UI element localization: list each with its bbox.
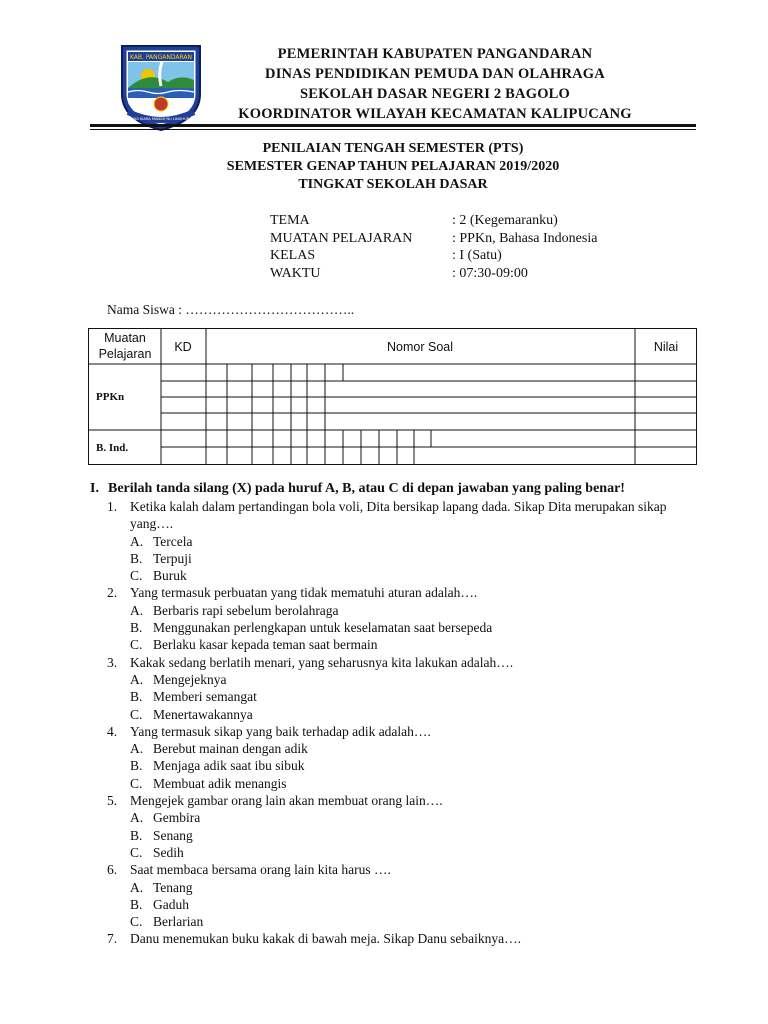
- logo-motto-text: DINA KIARA MANAH NU LINUHUNG: [129, 117, 193, 121]
- option-text: Gembira: [153, 810, 201, 826]
- option-letter: B.: [130, 550, 143, 566]
- info-row-muatan: [270, 230, 597, 248]
- option-text: Berlarian: [153, 914, 204, 930]
- letterhead-line: SEKOLAH DASAR NEGERI 2 BAGOLO: [299, 86, 571, 102]
- header-nomor-soal: Nomor Soal: [387, 340, 453, 354]
- question-text: Yang termasuk sikap yang baik terhadap adik adalah….: [130, 723, 431, 739]
- letterhead-thick-rule: [90, 124, 696, 127]
- question-item: [107, 654, 707, 723]
- question-item: [107, 584, 707, 653]
- info-value: : 07:30-09:00: [452, 265, 528, 281]
- subject-bind: B. Ind.: [96, 442, 129, 454]
- letterhead: [215, 44, 655, 124]
- exam-title-line: TINGKAT SEKOLAH DASAR: [298, 177, 488, 192]
- question-item: [107, 498, 707, 584]
- option-b[interactable]: [107, 688, 707, 705]
- option-text: Menggunakan perlengkapan untuk keselamatan saat bersepeda: [153, 620, 493, 636]
- exam-title: [90, 140, 696, 194]
- option-letter: A.: [130, 810, 144, 826]
- option-text: Gaduh: [153, 896, 189, 912]
- question-text: Kakak sedang berlatih menari, yang seharusnya kita lakukan adalah….: [130, 654, 514, 670]
- option-a[interactable]: [107, 671, 707, 688]
- header-muatan: Muatan: [104, 331, 146, 345]
- section-number: I.: [90, 481, 99, 496]
- option-letter: B.: [130, 896, 143, 912]
- option-letter: C.: [130, 914, 143, 930]
- option-letter: A.: [130, 879, 144, 895]
- question-number: 7.: [107, 931, 118, 947]
- option-letter: A.: [130, 533, 144, 549]
- section-heading: [90, 481, 625, 497]
- option-text: Buruk: [153, 568, 187, 584]
- option-a[interactable]: [107, 740, 707, 757]
- option-letter: B.: [130, 620, 143, 636]
- option-b[interactable]: [107, 757, 707, 774]
- letterhead-line: PEMERINTAH KABUPATEN PANGANDARAN: [277, 46, 593, 62]
- question-list: [107, 498, 707, 948]
- question-number: 5.: [107, 793, 118, 809]
- option-c[interactable]: [107, 775, 707, 792]
- question-number: 1.: [107, 499, 118, 514]
- option-c[interactable]: [107, 844, 707, 861]
- option-text: Berbaris rapi sebelum berolahraga: [153, 602, 339, 618]
- question-number: 3.: [107, 654, 118, 670]
- student-name-field[interactable]: Nama Siswa : ………………………………..: [107, 302, 355, 317]
- option-letter: A.: [130, 741, 144, 757]
- info-row-tema: [270, 212, 597, 230]
- option-letter: C.: [130, 844, 143, 860]
- letterhead-thin-rule: [90, 129, 696, 130]
- option-text: Berebut mainan dengan adik: [153, 741, 308, 757]
- question-item: [107, 930, 707, 947]
- option-text: Menertawakannya: [153, 706, 253, 722]
- section-instruction: Berilah tanda silang (X) pada huruf A, B, atau C di depan jawaban yang paling benar!: [108, 481, 625, 496]
- question-text: Saat membaca bersama orang lain kita harus ….: [130, 862, 391, 878]
- header-nilai: Nilai: [653, 340, 679, 354]
- exam-title-line: SEMESTER GENAP TAHUN PELAJARAN 2019/2020: [226, 159, 560, 174]
- info-value: : I (Satu): [452, 248, 502, 263]
- option-a[interactable]: [107, 533, 707, 550]
- info-label: WAKTU: [270, 265, 321, 281]
- exam-info: [270, 212, 597, 282]
- option-c[interactable]: [107, 706, 707, 723]
- option-text: Tenang: [153, 879, 193, 895]
- option-text: Sedih: [153, 844, 184, 860]
- question-number: 2.: [107, 585, 118, 601]
- question-text: Yang termasuk perbuatan yang tidak mematuhi aturan adalah….: [130, 585, 478, 601]
- option-c[interactable]: [107, 636, 707, 653]
- option-text: Memberi semangat: [153, 689, 257, 705]
- option-text: Mengejeknya: [153, 671, 227, 687]
- option-letter: C.: [130, 637, 143, 653]
- regency-logo-icon: [118, 42, 204, 132]
- info-label: TEMA: [270, 213, 310, 228]
- info-value: : PPKn, Bahasa Indonesia: [452, 230, 598, 246]
- option-letter: B.: [130, 689, 143, 705]
- question-number: 6.: [107, 862, 118, 878]
- option-letter: B.: [130, 758, 143, 774]
- option-a[interactable]: [107, 879, 707, 896]
- option-letter: A.: [130, 602, 144, 618]
- info-value: : 2 (Kegemaranku): [452, 213, 558, 228]
- question-text: Ketika kalah dalam pertandingan bola voli, Dita bersikap lapang dada. Sikap Dita merupakan sikap yang….: [130, 499, 667, 532]
- exam-title-line: PENILAIAN TENGAH SEMESTER (PTS): [262, 141, 524, 156]
- option-text: Senang: [153, 827, 193, 843]
- question-text: Mengejek gambar orang lain akan membuat orang lain….: [130, 793, 443, 809]
- option-letter: C.: [130, 568, 143, 584]
- option-letter: A.: [130, 671, 144, 687]
- info-row-kelas: [270, 247, 597, 265]
- option-b[interactable]: [107, 550, 707, 567]
- option-text: Terpuji: [153, 550, 192, 566]
- question-text: Danu menemukan buku kakak di bawah meja. Sikap Danu sebaiknya….: [130, 931, 522, 947]
- score-table: [88, 328, 697, 465]
- option-c[interactable]: [107, 913, 707, 930]
- option-text: Menjaga adik saat ibu sibuk: [153, 758, 305, 774]
- header-kd: KD: [174, 340, 192, 354]
- info-label: KELAS: [270, 248, 316, 263]
- option-letter: B.: [130, 827, 143, 843]
- option-letter: C.: [130, 775, 143, 791]
- option-b[interactable]: [107, 896, 707, 913]
- option-b[interactable]: [107, 619, 707, 636]
- logo-title-text: KAB. PANGANDARAN: [129, 54, 193, 61]
- info-row-waktu: [270, 265, 597, 283]
- subject-ppkn: PPKn: [96, 391, 125, 403]
- letterhead-line: KOORDINATOR WILAYAH KECAMATAN KALIPUCANG: [238, 106, 632, 122]
- option-a[interactable]: [107, 809, 707, 826]
- question-number: 4.: [107, 723, 118, 739]
- option-text: Tercela: [153, 533, 193, 549]
- question-item: [107, 792, 707, 861]
- option-letter: C.: [130, 706, 143, 722]
- option-c[interactable]: [107, 567, 707, 584]
- question-item: [107, 723, 707, 792]
- option-b[interactable]: [107, 827, 707, 844]
- header-pelajaran: Pelajaran: [98, 347, 152, 361]
- info-label: MUATAN PELAJARAN: [270, 230, 413, 246]
- letterhead-line: DINAS PENDIDIKAN PEMUDA DAN OLAHRAGA: [265, 66, 605, 82]
- option-text: Berlaku kasar kepada teman saat bermain: [153, 637, 378, 653]
- question-item: [107, 861, 707, 930]
- option-text: Membuat adik menangis: [153, 775, 287, 791]
- option-a[interactable]: [107, 602, 707, 619]
